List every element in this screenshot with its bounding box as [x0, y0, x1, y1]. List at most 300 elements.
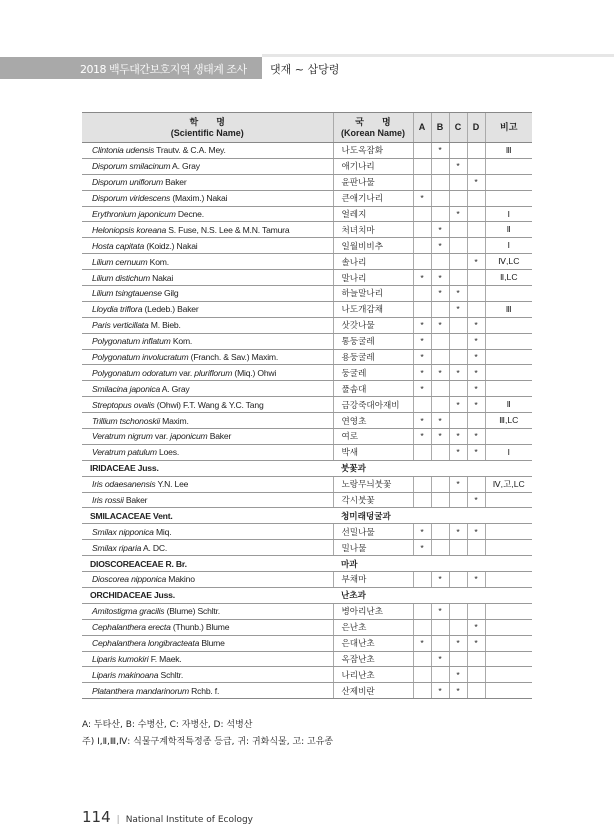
name-italic: Hosta capitata: [92, 240, 145, 251]
table-header-row: [82, 113, 532, 143]
table-row: [82, 619, 532, 635]
scientific-name: [82, 460, 333, 476]
scientific-name: [82, 238, 333, 254]
name-text: Maxim.: [159, 415, 189, 426]
site-c-mark: [449, 603, 467, 619]
scientific-name: [82, 683, 333, 699]
table-row: [82, 524, 532, 540]
note-cell: Ⅰ: [485, 238, 532, 254]
korean-name: 하늘말나리: [333, 286, 413, 302]
korean-name: 처녀치마: [333, 222, 413, 238]
name-italic: pluriflorum: [194, 367, 233, 378]
site-c-mark: [449, 143, 467, 159]
site-c-mark: [449, 317, 467, 333]
page-footer: [82, 808, 253, 826]
site-a-mark: [413, 397, 431, 413]
note-cell: [485, 429, 532, 445]
name-italic: Disporum smilacinum: [92, 161, 171, 172]
site-d-mark: [467, 667, 485, 683]
page-number: 114: [82, 808, 111, 826]
name-text: (Koidz.) Nakai: [144, 240, 198, 251]
table-notes: [82, 717, 333, 751]
scientific-name: [82, 444, 333, 460]
site-a-mark: [413, 444, 431, 460]
site-b-mark: *: [431, 603, 449, 619]
name-text: Y.N. Lee: [155, 479, 189, 490]
name-text: (Miq.) Ohwi: [232, 367, 277, 378]
name-italic: Disporum uniflorum: [92, 177, 163, 188]
site-b-mark: *: [431, 651, 449, 667]
site-a-mark: [413, 143, 431, 159]
table-row: [82, 174, 532, 190]
site-a-mark: [413, 667, 431, 683]
scientific-name: [82, 508, 333, 524]
note-cell: Ⅱ,LC: [485, 270, 532, 286]
site-c-mark: *: [449, 524, 467, 540]
korean-name: 얼레지: [333, 206, 413, 222]
table-row: [82, 492, 532, 508]
col-scientific-name: 학 명 (Scientific Name): [82, 113, 333, 143]
name-italic: Polygonatum inflatum: [92, 336, 171, 347]
scientific-name: [82, 222, 333, 238]
site-d-mark: *: [467, 635, 485, 651]
site-a-mark: *: [413, 540, 431, 556]
note-cell: [485, 635, 532, 651]
site-a-mark: [413, 301, 431, 317]
site-b-mark: [431, 206, 449, 222]
site-d-mark: [467, 238, 485, 254]
name-text: Baker: [162, 177, 187, 188]
name-text: A. DC.: [141, 542, 168, 553]
table-row: [82, 381, 532, 397]
site-b-mark: *: [431, 317, 449, 333]
site-a-mark: [413, 492, 431, 508]
site-d-mark: [467, 286, 485, 302]
footer-org: National Institute of Ecology: [125, 815, 254, 825]
report-title: 2018 백두대간보호지역 생태계 조사: [80, 63, 247, 76]
table-row: [82, 143, 532, 159]
site-d-mark: [467, 301, 485, 317]
table-row: [82, 333, 532, 349]
note-cell: [485, 365, 532, 381]
family-row: [82, 508, 532, 524]
site-c-mark: [449, 238, 467, 254]
col-a: A: [413, 113, 431, 143]
site-c-mark: [449, 333, 467, 349]
site-c-mark: *: [449, 301, 467, 317]
note-cell: Ⅰ: [485, 444, 532, 460]
scientific-name: [82, 492, 333, 508]
note-cell: [485, 492, 532, 508]
site-d-mark: *: [467, 381, 485, 397]
site-a-mark: *: [413, 429, 431, 445]
site-d-mark: *: [467, 254, 485, 270]
family-row: [82, 587, 532, 603]
site-d-mark: *: [467, 444, 485, 460]
name-italic: Iris rossii: [92, 495, 124, 506]
name-text: Blume: [199, 638, 225, 649]
site-b-mark: [431, 333, 449, 349]
name-italic: Platanthera mandarinorum: [92, 685, 189, 696]
site-d-mark: *: [467, 429, 485, 445]
site-d-mark: *: [467, 317, 485, 333]
scientific-name: [82, 143, 333, 159]
site-a-mark: [413, 158, 431, 174]
site-a-mark: *: [413, 524, 431, 540]
site-d-mark: [467, 476, 485, 492]
table-row: [82, 651, 532, 667]
site-c-mark: [449, 254, 467, 270]
site-b-mark: [431, 635, 449, 651]
site-b-mark: [431, 158, 449, 174]
table-row: [82, 206, 532, 222]
korean-name: 애기나리: [333, 158, 413, 174]
scientific-name: [82, 397, 333, 413]
name-text: Rchb. f.: [188, 685, 220, 696]
korean-name: 박새: [333, 444, 413, 460]
site-b-mark: *: [431, 572, 449, 588]
korean-name: 청미래덩굴과: [333, 508, 532, 524]
site-a-mark: [413, 651, 431, 667]
site-a-mark: *: [413, 365, 431, 381]
table-row: [82, 349, 532, 365]
korean-name: 나리난초: [333, 667, 413, 683]
site-c-mark: *: [449, 683, 467, 699]
site-b-mark: [431, 444, 449, 460]
site-b-mark: [431, 174, 449, 190]
korean-name: 삿갓나물: [333, 317, 413, 333]
site-b-mark: *: [431, 429, 449, 445]
site-d-mark: [467, 651, 485, 667]
note-cell: Ⅰ: [485, 206, 532, 222]
site-b-mark: [431, 476, 449, 492]
name-text: (Ledeb.) Baker: [142, 304, 199, 315]
note-cell: [485, 667, 532, 683]
name-italic: Cephalanthera longibracteata: [92, 638, 200, 649]
name-text: Trautv. & C.A. Mey.: [154, 145, 226, 156]
site-c-mark: [449, 381, 467, 397]
name-text: (Blume) Schltr.: [164, 606, 220, 617]
site-b-mark: *: [431, 238, 449, 254]
site-d-mark: [467, 143, 485, 159]
note-cell: Ⅳ,고,LC: [485, 476, 532, 492]
korean-name: 일월비비추: [333, 238, 413, 254]
scientific-name: [82, 619, 333, 635]
table-row: [82, 413, 532, 429]
scientific-name: [82, 540, 333, 556]
table-row: [82, 603, 532, 619]
scientific-name: [82, 667, 333, 683]
table-row: [82, 683, 532, 699]
site-c-mark: *: [449, 158, 467, 174]
korean-name: 은난초: [333, 619, 413, 635]
site-d-mark: [467, 222, 485, 238]
scientific-name: [82, 365, 333, 381]
site-d-mark: *: [467, 397, 485, 413]
korean-name: 병아리난초: [333, 603, 413, 619]
site-c-mark: *: [449, 429, 467, 445]
korean-name: 둥굴레: [333, 365, 413, 381]
name-text: Kom.: [147, 256, 169, 267]
site-c-mark: *: [449, 476, 467, 492]
site-d-mark: [467, 206, 485, 222]
site-a-mark: *: [413, 317, 431, 333]
korean-name: 금강죽대아재비: [333, 397, 413, 413]
korean-name: 은대난초: [333, 635, 413, 651]
name-text: Makino: [166, 574, 195, 585]
name-text: var.: [152, 431, 171, 442]
name-italic: Paris verticillata: [92, 320, 149, 331]
species-table: [82, 112, 532, 699]
korean-name: 산제비란: [333, 683, 413, 699]
table-row: [82, 397, 532, 413]
site-d-mark: *: [467, 619, 485, 635]
note-cell: [485, 174, 532, 190]
korean-name: 난초과: [333, 587, 532, 603]
note-sites: A: 두타산, B: 수병산, C: 자병산, D: 석병산: [82, 720, 253, 730]
site-a-mark: *: [413, 190, 431, 206]
name-italic: Erythronium japonicum: [92, 209, 176, 219]
site-a-mark: [413, 206, 431, 222]
site-d-mark: *: [467, 524, 485, 540]
site-b-mark: *: [431, 286, 449, 302]
site-a-mark: [413, 254, 431, 270]
table-row: [82, 158, 532, 174]
table-row: [82, 429, 532, 445]
name-text: Gilg: [161, 288, 179, 299]
scientific-name: [82, 270, 333, 286]
site-a-mark: *: [413, 413, 431, 429]
table-row: [82, 540, 532, 556]
note-cell: [485, 190, 532, 206]
table-row: [82, 270, 532, 286]
name-text: A. Gray: [160, 383, 190, 394]
site-b-mark: [431, 667, 449, 683]
site-d-mark: *: [467, 333, 485, 349]
site-b-mark: *: [431, 270, 449, 286]
name-italic: Smilacina japonica: [92, 383, 161, 394]
name-text: ORCHIDACEAE Juss.: [90, 590, 175, 601]
scientific-name: [82, 413, 333, 429]
name-italic: Lloydia triflora: [92, 304, 143, 315]
col-note: 비고: [485, 113, 532, 143]
site-a-mark: [413, 572, 431, 588]
name-text: M. Bieb.: [148, 320, 181, 331]
footer-separator: |: [116, 815, 120, 825]
site-b-mark: *: [431, 413, 449, 429]
name-text: (Ohwi) F.T. Wang & Y.C. Tang: [154, 399, 264, 410]
site-c-mark: [449, 540, 467, 556]
site-a-mark: *: [413, 270, 431, 286]
note-cell: [485, 572, 532, 588]
korean-name: 풀솜대: [333, 381, 413, 397]
site-a-mark: *: [413, 333, 431, 349]
site-c-mark: [449, 572, 467, 588]
site-a-mark: [413, 619, 431, 635]
scientific-name: [82, 333, 333, 349]
site-d-mark: *: [467, 572, 485, 588]
site-d-mark: [467, 158, 485, 174]
korean-name: 윤판나물: [333, 174, 413, 190]
table-row: [82, 667, 532, 683]
name-text: DIOSCOREACEAE R. Br.: [90, 558, 187, 569]
note-cell: Ⅱ: [485, 397, 532, 413]
name-italic: Lilium tsingtauense: [92, 288, 162, 299]
col-korean-name: 국 명 (Korean Name): [333, 113, 413, 143]
table-row: [82, 476, 532, 492]
note-cell: [485, 524, 532, 540]
name-text: Baker: [207, 431, 232, 442]
name-italic: Polygonatum involucratum: [92, 352, 189, 363]
name-italic: Amitostigma gracilis: [92, 606, 165, 617]
site-b-mark: [431, 301, 449, 317]
scientific-name: [82, 190, 333, 206]
site-b-mark: [431, 254, 449, 270]
site-c-mark: [449, 174, 467, 190]
site-c-mark: *: [449, 635, 467, 651]
site-d-mark: [467, 540, 485, 556]
note-cell: Ⅱ: [485, 222, 532, 238]
name-italic: Lilium distichum: [92, 272, 150, 283]
table-row: [82, 572, 532, 588]
name-italic: Veratrum nigrum: [92, 431, 153, 442]
name-italic: Heloniopsis koreana: [92, 224, 167, 235]
table-row: [82, 301, 532, 317]
name-italic: Streptopus ovalis: [92, 399, 155, 410]
name-italic: Clintonia udensis: [92, 145, 155, 156]
table-row: [82, 444, 532, 460]
note-cell: [485, 540, 532, 556]
site-d-mark: *: [467, 174, 485, 190]
site-b-mark: [431, 381, 449, 397]
table-row: [82, 238, 532, 254]
table-row: [82, 635, 532, 651]
site-c-mark: *: [449, 286, 467, 302]
note-cell: [485, 619, 532, 635]
korean-name: 마과: [333, 556, 532, 572]
section-subtitle: 댓재 ~ 삽당령: [270, 63, 340, 76]
site-b-mark: [431, 540, 449, 556]
site-d-mark: [467, 413, 485, 429]
note-cell: [485, 317, 532, 333]
site-b-mark: *: [431, 683, 449, 699]
site-b-mark: *: [431, 365, 449, 381]
name-text: (Thunb.) Blume: [170, 622, 230, 633]
scientific-name: [82, 635, 333, 651]
scientific-name: [82, 254, 333, 270]
site-a-mark: [413, 174, 431, 190]
korean-name: 통둥굴레: [333, 333, 413, 349]
site-c-mark: [449, 492, 467, 508]
site-a-mark: [413, 683, 431, 699]
korean-name: 연영초: [333, 413, 413, 429]
name-italic: Dioscorea nipponica: [92, 574, 167, 585]
korean-name: 용둥굴레: [333, 349, 413, 365]
scientific-name: [82, 572, 333, 588]
note-cell: [485, 683, 532, 699]
scientific-name: [82, 603, 333, 619]
korean-name: 선밀나물: [333, 524, 413, 540]
korean-name: 솔나리: [333, 254, 413, 270]
korean-name: 여로: [333, 429, 413, 445]
name-text: SMILACACEAE Vent.: [90, 510, 173, 521]
site-b-mark: *: [431, 143, 449, 159]
scientific-name: [82, 301, 333, 317]
note-cell: Ⅳ,LC: [485, 254, 532, 270]
note-cell: [485, 286, 532, 302]
note-cell: [485, 603, 532, 619]
name-text: F. Maek.: [148, 653, 182, 664]
scientific-name: [82, 286, 333, 302]
name-text: var.: [176, 367, 195, 378]
name-text: Decne.: [175, 209, 204, 219]
col-d: D: [467, 113, 485, 143]
site-a-mark: *: [413, 349, 431, 365]
scientific-name: [82, 524, 333, 540]
site-a-mark: [413, 222, 431, 238]
name-italic: Iris odaesanensis: [92, 479, 156, 490]
family-row: [82, 460, 532, 476]
korean-name: 큰애기나리: [333, 190, 413, 206]
name-italic: Trillium tschonoskii: [92, 415, 160, 426]
name-italic: Liparis makinoana: [92, 669, 159, 680]
name-text: S. Fuse, N.S. Lee & M.N. Tamura: [166, 224, 290, 235]
name-italic: Liparis kumokiri: [92, 653, 149, 664]
site-a-mark: *: [413, 381, 431, 397]
table-row: [82, 365, 532, 381]
site-c-mark: *: [449, 365, 467, 381]
name-text: Miq.: [153, 526, 172, 537]
site-d-mark: *: [467, 349, 485, 365]
name-italic: Veratrum patulum: [92, 447, 157, 458]
table-row: [82, 286, 532, 302]
site-c-mark: *: [449, 206, 467, 222]
site-d-mark: [467, 270, 485, 286]
name-text: Kom.: [170, 336, 193, 347]
site-b-mark: [431, 349, 449, 365]
scientific-name: [82, 429, 333, 445]
table-row: [82, 254, 532, 270]
site-b-mark: [431, 397, 449, 413]
scientific-name: [82, 381, 333, 397]
scientific-name: [82, 349, 333, 365]
korean-name: 말나리: [333, 270, 413, 286]
note-cell: [485, 349, 532, 365]
name-text: Loes.: [156, 447, 180, 458]
name-italic: Disporum viridescens: [92, 193, 171, 204]
name-italic: Smilax riparia: [92, 542, 142, 553]
note-cell: Ⅲ: [485, 143, 532, 159]
site-d-mark: [467, 683, 485, 699]
site-a-mark: *: [413, 635, 431, 651]
table-row: [82, 190, 532, 206]
site-b-mark: [431, 524, 449, 540]
site-b-mark: [431, 619, 449, 635]
name-italic: Polygonatum odoratum: [92, 367, 177, 378]
korean-name: 나도개감채: [333, 301, 413, 317]
name-text: Schltr.: [158, 669, 184, 680]
col-b: B: [431, 113, 449, 143]
note-cell: [485, 158, 532, 174]
name-text: IRIDACEAE Juss.: [90, 463, 159, 474]
note-cell: [485, 381, 532, 397]
korean-name: 나도옥잠화: [333, 143, 413, 159]
name-text: (Maxim.) Nakai: [170, 193, 228, 204]
family-row: [82, 556, 532, 572]
site-a-mark: [413, 286, 431, 302]
site-c-mark: [449, 413, 467, 429]
site-b-mark: [431, 190, 449, 206]
